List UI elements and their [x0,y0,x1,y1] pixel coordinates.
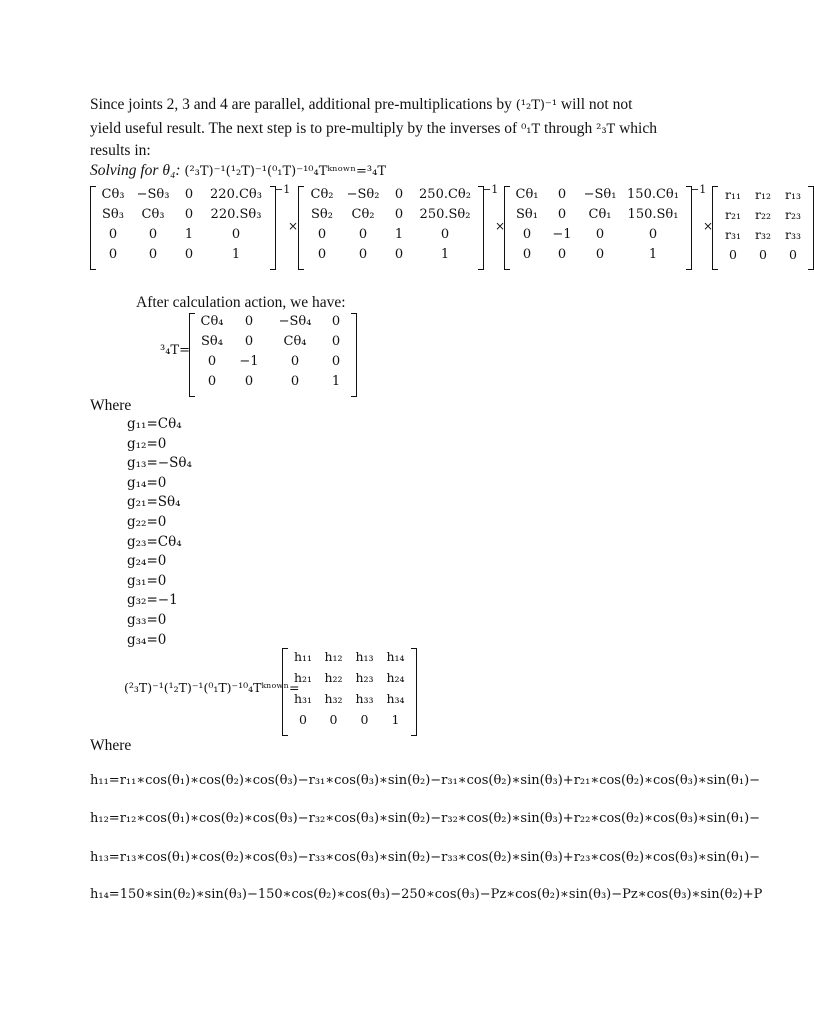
g-line: g₃₄=0 [127,631,167,648]
matrix-r-cell: r₂₃ [785,207,801,222]
matrix-r-cell: r₃₃ [785,227,801,242]
matrix-t3-cell: Sθ₃ [102,207,124,222]
g-line: g₃₁=0 [127,572,167,589]
inverse-sup-1: −1 [274,183,291,196]
intro-t2: ²₃T [596,122,616,137]
matrix-h-cell: h₃₄ [386,691,405,706]
inverse-sup-3: −1 [690,183,707,196]
matrix-h-cell: h₁₃ [355,649,374,664]
matrix-t1-cell: 0 [522,227,532,242]
matrix-t34-cell: −1 [239,354,259,369]
matrix-t34-cell: 0 [290,354,300,369]
matrix-h-cell: h₁₁ [293,649,313,664]
matrix-h-cell: h₃₂ [324,691,343,706]
g-line: g₂₂=0 [127,514,167,530]
intro-frac-1: (¹₂T)⁻¹ [515,98,558,113]
matrix-t34-cell: 1 [331,374,341,389]
matrix-t34-cell: 0 [207,374,217,389]
matrix-t2-cell: −Sθ₂ [346,187,380,202]
matrix-t3-cell: Cθ₃ [141,207,165,222]
matrix-t2-cell: 0 [358,227,368,242]
intro-text-2mid: through [544,120,593,137]
matrix-t34 [0,313,768,395]
matrix-h [0,648,768,738]
g-line: g₃₃=0 [127,612,167,628]
matrix-t3-cell: 220.Sθ₃ [210,207,262,222]
h-line: h₁₁=r₁₁∗cos(θ₁)∗cos(θ₂)∗cos(θ₃)−r₃₁∗cos(θ₃)∗sin(θ₂)−r₃₁∗cos(θ₂)∗sin(θ₃)+r₂₁∗cos(θ₂)∗cos(θ₃)∗sin(θ₁)− [90,773,761,788]
matrix-h-cell: 0 [360,712,369,727]
matrix-t3-cell: 0 [184,207,194,222]
after-text: After calculation action, we have: [136,294,346,311]
matrix-t1-cell: 0 [557,247,567,262]
matrix-t2-cell: 1 [440,247,450,262]
where-label-2: Where [90,737,132,754]
matrix-t1-cell: −1 [552,227,572,242]
matrix-r-cell: 0 [789,247,797,262]
matrix-t34-cell: Sθ₄ [201,334,223,349]
matrix-t2-cell: 0 [394,207,404,222]
matrix-t1-cell: 150.Cθ₁ [627,187,679,202]
matrix-t34-cell: 0 [331,334,341,349]
matrix-h-cell: h₁₂ [324,649,343,664]
matrix-t34-cell: 0 [331,314,341,329]
g-line: g₁₃=−Sθ₄ [127,455,192,472]
matrix-h-bracket-right [411,648,417,736]
matrix-h-cell: h₂₃ [355,670,374,685]
times-symbol-1: × [288,219,299,233]
matrix-t34-cell: 0 [244,334,254,349]
matrix-t1-cell: Cθ₁ [515,187,539,202]
matrix-t2-cell: 0 [440,227,450,242]
solving-line [90,162,386,180]
where-label-1: Where [90,397,132,414]
matrix-t1-cell: 0 [522,247,532,262]
matrix-r-bracket-right [808,186,814,270]
matrix-t1-bracket-right [686,186,692,270]
intro-text-2a: yield useful result. The next step is to pre-multiply by the inverses of [90,120,518,137]
g-line: g₁₂=0 [127,435,167,452]
times-symbol-3: × [703,219,714,233]
intro-text-1b: will not not [560,96,633,113]
matrix-t1-cell: 0 [557,187,567,202]
matrix-t3-cell: 0 [184,187,194,202]
g-line: g₁₄=0 [127,474,167,491]
matrix-t2-cell: 0 [394,247,404,262]
g-line: g₁₁=Cθ₄ [127,416,182,432]
matrix-h-cell: 0 [299,712,307,727]
matrix-t1-cell: 1 [648,247,658,262]
matrix-r-cell: r₁₂ [755,187,771,202]
matrix-t3-cell: 0 [231,227,241,242]
matrix-t2-cell: 250.Cθ₂ [419,187,471,202]
matrix-t2-cell: 250.Sθ₂ [419,207,471,222]
g-line: g₃₂=−1 [127,592,178,609]
matrix-t3-bracket-right [270,186,276,270]
matrix-h-cell: h₂₂ [324,670,343,685]
matrix-h-cell: h₁₄ [386,649,405,664]
intro-line-1 [90,96,632,114]
matrix-t3-cell: Cθ₃ [101,187,125,202]
matrix-r-cell: 0 [759,247,767,262]
matrix-t2-cell: 1 [394,227,404,242]
h-expr-label: (²₃T)⁻¹(¹₂T)⁻¹(⁰₁T)⁻¹⁰₄Tᵏⁿᵒʷⁿ= [124,680,300,695]
matrix-r-cell: r₂₁ [725,207,741,222]
intro-line-3: results in: [90,142,151,159]
matrix-t3-cell: 0 [148,247,158,262]
matrix-t2-cell: Sθ₂ [311,207,333,222]
matrix-t2-cell: Cθ₂ [351,207,375,222]
matrix-t3-cell: −Sθ₃ [136,187,170,202]
h-line: h₁₄=150∗sin(θ₂)∗sin(θ₃)−150∗cos(θ₂)∗cos(θ₃)−250∗cos(θ₃)−Pz∗cos(θ₂)∗sin(θ₃)−Pz∗cos(θ₃)∗sin(θ₂)+P [90,887,763,902]
solving-expr: (²₃T)⁻¹(¹₂T)⁻¹(⁰₁T)⁻¹⁰₄Tᵏⁿᵒʷⁿ=³₄T [184,164,386,179]
matrix-t1-cell: Cθ₁ [588,207,612,222]
matrix-t3-cell: 220.Cθ₃ [210,187,262,202]
matrix-t2-cell: Cθ₂ [310,187,334,202]
matrix-h-cell: 0 [329,712,338,727]
matrix-t2-cell: 0 [358,247,368,262]
matrix-r-cell: 0 [729,247,737,262]
g-line: g₂₄=0 [127,553,167,570]
matrix-t1-cell: 150.Sθ₁ [627,207,679,222]
matrix-t3-cell: 0 [108,227,118,242]
matrix-h-cell: 1 [391,712,400,727]
matrix-t3-cell: 0 [184,247,194,262]
matrix-t34-cell: 0 [207,354,217,369]
matrix-h-cell: h₃₃ [355,691,374,706]
matrix-r-cell: r₁₁ [725,187,741,202]
matrix-t34-cell: 0 [244,374,254,389]
intro-line-2 [90,120,657,138]
intro-t1: ⁰₁T [521,122,541,137]
matrix-t3-cell: 1 [184,227,194,242]
g-line: g₂₃=Cθ₄ [127,533,182,550]
matrix-r-cell: r₁₃ [785,187,801,202]
matrix-t34-cell: 0 [244,314,254,329]
inverse-sup-2: −1 [482,183,499,196]
matrix-t34-cell: Cθ₄ [283,334,307,349]
matrix-t2-bracket-right [478,186,484,270]
matrix-t1-cell: 0 [595,227,605,242]
matrix-t1-cell: 0 [595,247,605,262]
times-symbol-2: × [495,219,506,233]
matrix-t2-cell: 0 [394,187,404,202]
matrix-t3-cell: 0 [108,247,118,262]
matrix-h-cell: h₂₁ [293,670,313,685]
matrix-t2-cell: 0 [317,247,327,262]
intro-text-1a: Since joints 2, 3 and 4 are parallel, additional pre-multiplications by [90,96,512,113]
matrix-t1-cell: Sθ₁ [516,207,538,222]
matrix-t2-cell: 0 [317,227,327,242]
t34-label: ³₄T= [160,343,190,358]
matrix-t1-cell: −Sθ₁ [583,187,617,202]
matrix-t1-cell: 0 [557,207,567,222]
matrix-t3-cell: 1 [231,247,241,262]
matrix-r-cell: r₂₂ [755,207,771,222]
intro-text-2b: which [619,120,657,137]
h-line: h₁₃=r₁₃∗cos(θ₁)∗cos(θ₂)∗cos(θ₃)−r₃₃∗cos(θ₃)∗sin(θ₂)−r₃₃∗cos(θ₂)∗sin(θ₃)+r₂₃∗cos(θ₂)∗cos(θ₃)∗sin(θ₁)− [90,850,761,865]
matrix-t3-cell: 0 [148,227,158,242]
matrix-h-cell: h₃₁ [293,691,313,706]
matrix-t34-cell: 0 [290,374,300,389]
matrix-t34-cell: Cθ₄ [200,314,224,329]
matrix-r-cell: r₃₂ [755,227,771,242]
h-line: h₁₂=r₁₂∗cos(θ₁)∗cos(θ₂)∗cos(θ₃)−r₃₂∗cos(θ₃)∗sin(θ₂)−r₃₂∗cos(θ₂)∗sin(θ₃)+r₂₂∗cos(θ₂)∗cos(θ₃)∗sin(θ₁)− [90,811,761,826]
matrix-t1-cell: 0 [648,227,658,242]
matrix-t34-cell: −Sθ₄ [278,314,312,329]
matrix-t34-bracket-right [351,313,357,397]
matrix-r-cell: r₃₁ [725,227,741,242]
g-line: g₂₁=Sθ₄ [127,494,181,511]
matrix-t34-cell: 0 [331,354,341,369]
matrix-h-cell: h₂₄ [386,670,405,685]
solving-label: Solving for θ₄: [90,162,181,179]
matrix-equation-row [0,183,801,273]
